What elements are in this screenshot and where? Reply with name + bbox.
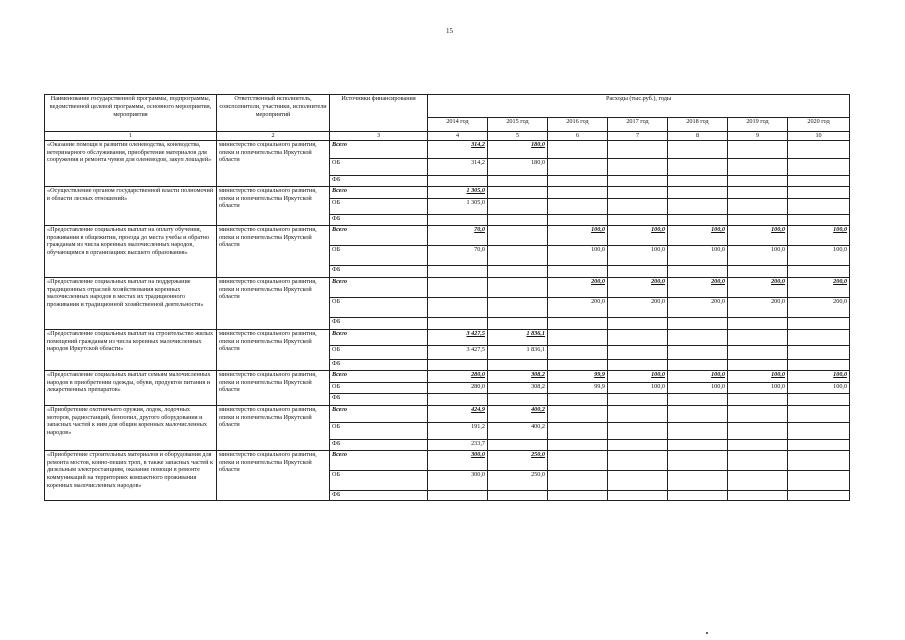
amount-cell [608, 470, 668, 490]
header-year: 2014 год [428, 118, 488, 132]
amount-cell [728, 140, 788, 158]
amount-cell: 200,0 [668, 277, 728, 297]
executor: министерство социального развития, опеки и попечительства Иркутской области [217, 405, 330, 450]
amount-cell: 99,9 [548, 370, 608, 382]
amount-cell [488, 439, 548, 450]
amount-cell: 200,0 [728, 297, 788, 317]
amount-cell [728, 329, 788, 345]
amount-cell: 280,0 [428, 382, 488, 393]
amount-cell [668, 490, 728, 500]
header-year: 2015 год [488, 118, 548, 132]
amount-cell [608, 140, 668, 158]
amount-cell [428, 359, 488, 370]
amount-cell: 100,0 [788, 382, 850, 393]
amount-cell [488, 277, 548, 297]
amount-cell [488, 198, 548, 214]
column-number: 3 [330, 132, 428, 141]
amount-cell [428, 393, 488, 405]
amount-cell [488, 265, 548, 277]
amount-cell [788, 158, 850, 175]
amount-cell [788, 470, 850, 490]
amount-cell [548, 186, 608, 198]
amount-cell [668, 359, 728, 370]
executor: министерство социального развития, опеки и попечительства Иркутской области [217, 329, 330, 370]
funding-source: ОБ [330, 245, 428, 265]
funding-source: Всего [330, 450, 428, 470]
amount-cell: 100,0 [608, 225, 668, 245]
amount-cell: 400,2 [488, 422, 548, 439]
amount-cell: 250,0 [488, 470, 548, 490]
amount-cell [428, 317, 488, 329]
amount-cell [608, 317, 668, 329]
amount-cell: 200,0 [728, 277, 788, 297]
amount-cell [608, 450, 668, 470]
header-year: 2019 год [728, 118, 788, 132]
amount-cell: 100,0 [548, 225, 608, 245]
amount-cell [608, 198, 668, 214]
table-row [45, 186, 850, 198]
amount-cell [608, 439, 668, 450]
amount-cell: 1 305,0 [428, 186, 488, 198]
amount-cell: 100,0 [728, 370, 788, 382]
budget-table [44, 94, 850, 501]
amount-cell [548, 345, 608, 359]
funding-source: ОБ [330, 422, 428, 439]
executor: министерство социального развития, опеки и попечительства Иркутской области [217, 277, 330, 329]
amount-cell [668, 140, 728, 158]
amount-cell [668, 345, 728, 359]
funding-source: Всего [330, 140, 428, 158]
executor: министерство социального развития, опеки и попечительства Иркутской области [217, 140, 330, 186]
funding-source: ФБ [330, 317, 428, 329]
executor: министерство социального развития, опеки и попечительства Иркутской области [217, 370, 330, 405]
amount-cell [488, 490, 548, 500]
amount-cell [488, 317, 548, 329]
activity-name: «Приобретение охотничьего оружия, лодок, лодочных моторов, радиостанций, бензопил, другого оборудования и запасных частей к ним для общин коренных малочисленных народов» [45, 405, 217, 450]
column-number: 6 [548, 132, 608, 141]
amount-cell [548, 405, 608, 422]
amount-cell: 100,0 [548, 245, 608, 265]
amount-cell [668, 470, 728, 490]
amount-cell [668, 198, 728, 214]
amount-cell [728, 422, 788, 439]
funding-source: ОБ [330, 158, 428, 175]
amount-cell [668, 158, 728, 175]
amount-cell [608, 158, 668, 175]
amount-cell [788, 265, 850, 277]
amount-cell [608, 359, 668, 370]
amount-cell [548, 158, 608, 175]
amount-cell [728, 317, 788, 329]
amount-cell: 70,0 [428, 225, 488, 245]
activity-name: «Осуществление органом государственной власти полномочий в области лесных отношений» [45, 186, 217, 225]
funding-source: ОБ [330, 345, 428, 359]
header-year: 2017 год [608, 118, 668, 132]
amount-cell [488, 359, 548, 370]
funding-source: Всего [330, 370, 428, 382]
funding-source: ОБ [330, 198, 428, 214]
amount-cell [548, 317, 608, 329]
amount-cell [788, 186, 850, 198]
amount-cell: 100,0 [608, 245, 668, 265]
header-executor: Ответственный исполнитель, соисполнители, участники, исполнители мероприятий [217, 95, 330, 132]
amount-cell: 200,0 [608, 277, 668, 297]
header-year: 2016 год [548, 118, 608, 132]
column-number: 10 [788, 132, 850, 141]
amount-cell: 308,2 [488, 382, 548, 393]
amount-cell: 100,0 [788, 370, 850, 382]
amount-cell [788, 422, 850, 439]
amount-cell [428, 214, 488, 225]
funding-source: Всего [330, 186, 428, 198]
amount-cell: 200,0 [668, 297, 728, 317]
column-number: 8 [668, 132, 728, 141]
amount-cell [608, 393, 668, 405]
amount-cell: 100,0 [728, 225, 788, 245]
amount-cell: 100,0 [668, 370, 728, 382]
amount-cell: 314,2 [428, 158, 488, 175]
amount-cell [548, 175, 608, 186]
activity-name: «Предоставление социальных выплат на оплату обучения, проживания в общежитии, проезда до места учебы и обратно гражданам из числа коренных малочисленных народов, обучающимся в организациях высшего образования» [45, 225, 217, 277]
table-row [45, 225, 850, 245]
amount-cell [668, 422, 728, 439]
amount-cell [788, 175, 850, 186]
amount-cell [608, 329, 668, 345]
scan-speck [706, 632, 708, 634]
amount-cell [788, 214, 850, 225]
amount-cell [428, 175, 488, 186]
amount-cell [728, 158, 788, 175]
amount-cell [728, 214, 788, 225]
funding-source: Всего [330, 329, 428, 345]
amount-cell [548, 439, 608, 450]
amount-cell [728, 490, 788, 500]
amount-cell: 100,0 [788, 245, 850, 265]
amount-cell [788, 140, 850, 158]
amount-cell [488, 297, 548, 317]
amount-cell [668, 317, 728, 329]
amount-cell [488, 393, 548, 405]
amount-cell: 100,0 [788, 225, 850, 245]
amount-cell [548, 450, 608, 470]
amount-cell: 300,0 [428, 450, 488, 470]
amount-cell [608, 345, 668, 359]
amount-cell: 3 427,5 [428, 345, 488, 359]
funding-source: ОБ [330, 470, 428, 490]
amount-cell: 180,0 [488, 158, 548, 175]
amount-cell [788, 345, 850, 359]
amount-cell: 1 836,1 [488, 345, 548, 359]
amount-cell [608, 186, 668, 198]
header-year: 2018 год [668, 118, 728, 132]
amount-cell: 200,0 [548, 297, 608, 317]
activity-name: «Предоставление социальных выплат семьям малочисленных народов в приобретении одежды, обуви, продуктов питания и лекарственных препаратов» [45, 370, 217, 405]
amount-cell: 100,0 [728, 245, 788, 265]
amount-cell: 100,0 [668, 225, 728, 245]
funding-source: Всего [330, 405, 428, 422]
amount-cell [788, 329, 850, 345]
funding-source: ФБ [330, 214, 428, 225]
amount-cell [488, 175, 548, 186]
amount-cell: 424,9 [428, 405, 488, 422]
table-row [45, 140, 850, 158]
amount-cell [668, 439, 728, 450]
executor: министерство социального развития, опеки и попечительства Иркутской области [217, 225, 330, 277]
amount-cell [788, 439, 850, 450]
amount-cell [668, 329, 728, 345]
activity-name: «Предоставление социальных выплат на строительство жилых помещений гражданам из числа коренных малочисленных народов Иркутской области» [45, 329, 217, 370]
amount-cell [548, 359, 608, 370]
column-number: 4 [428, 132, 488, 141]
amount-cell [788, 450, 850, 470]
header-name: Наименование государственной программы, подпрограммы, ведомственной целевой программы, основного мероприятия, мероприятия [45, 95, 217, 132]
amount-cell [608, 214, 668, 225]
funding-source: ОБ [330, 297, 428, 317]
amount-cell: 308,2 [488, 370, 548, 382]
amount-cell [728, 359, 788, 370]
executor: министерство социального развития, опеки и попечительства Иркутской области [217, 186, 330, 225]
header-source: Источники финансирования [330, 95, 428, 132]
table-row [45, 405, 850, 422]
page-number: 15 [446, 27, 453, 35]
amount-cell: 191,2 [428, 422, 488, 439]
amount-cell: 233,7 [428, 439, 488, 450]
amount-cell: 70,0 [428, 245, 488, 265]
amount-cell [488, 245, 548, 265]
activity-name: «Предоставление социальных выплат на поддержание традиционных отраслей хозяйствования коренных малочисленных народов в местах их традиционного проживания и традиционной хозяйственной деятельности» [45, 277, 217, 329]
amount-cell [788, 359, 850, 370]
table-row [45, 329, 850, 345]
executor: министерство социального развития, опеки и попечительства Иркутской области [217, 450, 330, 500]
column-number: 2 [217, 132, 330, 141]
amount-cell [668, 265, 728, 277]
amount-cell [548, 422, 608, 439]
amount-cell: 100,0 [668, 245, 728, 265]
amount-cell [548, 393, 608, 405]
funding-source: ФБ [330, 439, 428, 450]
funding-source: Всего [330, 277, 428, 297]
amount-cell [608, 175, 668, 186]
amount-cell [548, 490, 608, 500]
amount-cell: 3 427,5 [428, 329, 488, 345]
header-year: 2020 год [788, 118, 850, 132]
amount-cell [488, 214, 548, 225]
column-number: 9 [728, 132, 788, 141]
amount-cell [668, 175, 728, 186]
amount-cell [788, 405, 850, 422]
amount-cell [728, 265, 788, 277]
column-number: 1 [45, 132, 217, 141]
table-row [45, 277, 850, 297]
amount-cell: 250,0 [488, 450, 548, 470]
amount-cell: 400,2 [488, 405, 548, 422]
amount-cell [788, 393, 850, 405]
funding-source: ФБ [330, 265, 428, 277]
amount-cell: 99,9 [548, 382, 608, 393]
amount-cell [428, 277, 488, 297]
activity-name: «Приобретение строительных материалов и оборудования для ремонта мостов, конно-пеших троп, в также запасных частей к дизельным электростанциям, оказание помощи в ремонте коммуникаций на территориях компактного проживания коренных малочисленных народов» [45, 450, 217, 500]
amount-cell [788, 317, 850, 329]
amount-cell [428, 265, 488, 277]
amount-cell [728, 393, 788, 405]
funding-source: ФБ [330, 490, 428, 500]
column-number: 5 [488, 132, 548, 141]
amount-cell [608, 265, 668, 277]
amount-cell [668, 450, 728, 470]
amount-cell: 100,0 [608, 370, 668, 382]
amount-cell [788, 490, 850, 500]
amount-cell: 100,0 [668, 382, 728, 393]
amount-cell [728, 175, 788, 186]
amount-cell [548, 140, 608, 158]
amount-cell: 314,2 [428, 140, 488, 158]
amount-cell [728, 345, 788, 359]
amount-cell [608, 422, 668, 439]
amount-cell: 200,0 [788, 297, 850, 317]
amount-cell [608, 405, 668, 422]
amount-cell [548, 265, 608, 277]
column-number: 7 [608, 132, 668, 141]
activity-name: «Оказание помощи в развитии оленеводства, коневодства, ветеринарного обслуживания, приобретение материалов для сооружения и ремонта чумов для оленеводов, закуп лошадей» [45, 140, 217, 186]
amount-cell [488, 225, 548, 245]
amount-cell [548, 329, 608, 345]
amount-cell [668, 186, 728, 198]
amount-cell [668, 214, 728, 225]
funding-source: ФБ [330, 359, 428, 370]
funding-source: ФБ [330, 393, 428, 405]
amount-cell: 100,0 [608, 382, 668, 393]
amount-cell: 1 305,0 [428, 198, 488, 214]
amount-cell: 300,0 [428, 470, 488, 490]
amount-cell [608, 490, 668, 500]
header-expenses: Расходы (тыс.руб.), годы [428, 95, 850, 118]
amount-cell [728, 450, 788, 470]
funding-source: Всего [330, 225, 428, 245]
funding-source: ОБ [330, 382, 428, 393]
amount-cell [668, 405, 728, 422]
amount-cell: 200,0 [788, 277, 850, 297]
amount-cell [728, 186, 788, 198]
table-row [45, 450, 850, 470]
amount-cell: 200,0 [608, 297, 668, 317]
amount-cell [728, 470, 788, 490]
amount-cell: 1 836,1 [488, 329, 548, 345]
amount-cell [428, 490, 488, 500]
amount-cell [788, 198, 850, 214]
amount-cell: 200,0 [548, 277, 608, 297]
amount-cell: 280,0 [428, 370, 488, 382]
amount-cell [548, 214, 608, 225]
table-row [45, 370, 850, 382]
amount-cell [668, 393, 728, 405]
amount-cell: 180,0 [488, 140, 548, 158]
amount-cell [728, 198, 788, 214]
amount-cell [548, 470, 608, 490]
amount-cell [728, 439, 788, 450]
amount-cell [728, 405, 788, 422]
amount-cell: 100,0 [728, 382, 788, 393]
funding-source: ФБ [330, 175, 428, 186]
amount-cell [428, 297, 488, 317]
amount-cell [488, 186, 548, 198]
amount-cell [548, 198, 608, 214]
